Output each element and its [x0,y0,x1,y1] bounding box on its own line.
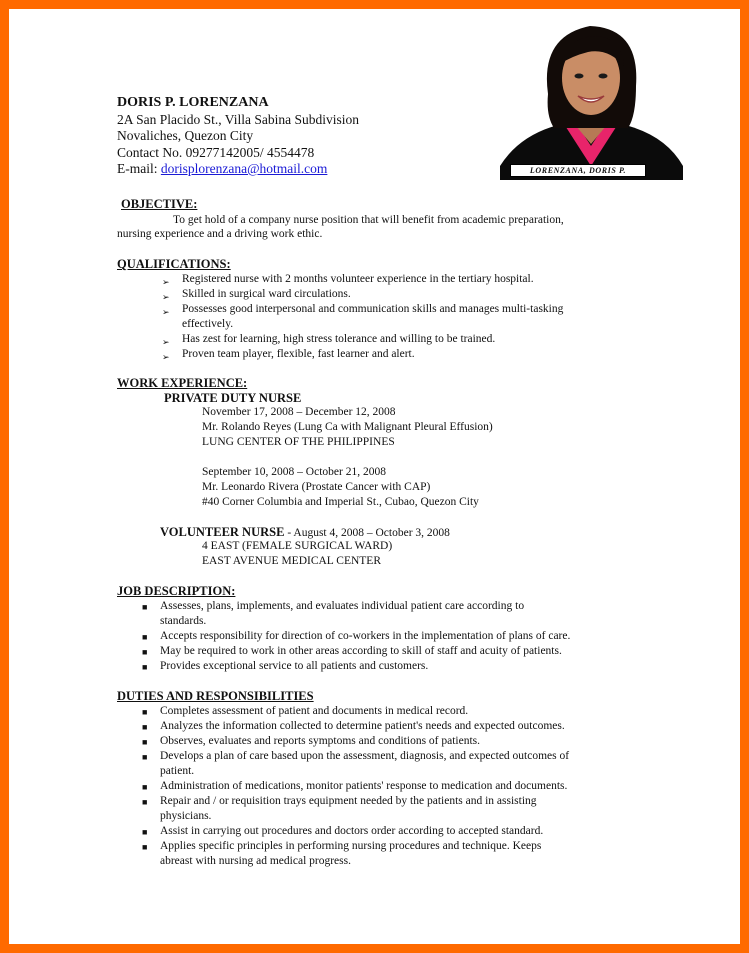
job2-patient: Mr. Leonardo Rivera (Prostate Cancer with CAP) [202,481,431,493]
email-link[interactable]: dorisplorenzana@hotmail.com [160,161,328,176]
square-bullet-icon: ■ [142,662,148,672]
volunteer-hospital: EAST AVENUE MEDICAL CENTER [202,555,381,567]
arrow-bullet-icon: ➢ [162,352,170,362]
duties-heading: DUTIES AND RESPONSIBILITIES [117,689,314,703]
square-bullet-icon: ■ [142,827,148,837]
duty-item: Analyzes the information collected to determine patient's needs and expected outcomes. [160,720,565,732]
arrow-bullet-icon: ➢ [162,307,170,317]
volunteer-title: VOLUNTEER NURSE [160,525,285,539]
square-bullet-icon: ■ [142,707,148,717]
duty-item: Assist in carrying out procedures and doctors order according to accepted standard. [160,825,544,837]
square-bullet-icon: ■ [142,842,148,852]
qualification-item: Possesses good interpersonal and communication skills and manages multi-tasking [182,303,564,315]
volunteer-ward: 4 EAST (FEMALE SURGICAL WARD) [202,540,393,552]
qualifications-heading: QUALIFICATIONS: [117,257,231,271]
duty-item-continued: patient. [160,765,195,777]
resume-page [9,9,740,944]
job-description-item-continued: standards. [160,615,207,627]
portrait-illustration [500,16,683,180]
job1-patient: Mr. Rolando Reyes (Lung Ca with Malignant Pleural Effusion) [202,421,493,433]
job-description-heading: JOB DESCRIPTION: [117,584,236,598]
email-line [117,161,359,178]
applicant-name: DORIS P. LORENZANA [117,95,269,110]
qualification-item: Proven team player, flexible, fast learner and alert. [182,348,415,360]
arrow-bullet-icon: ➢ [162,277,170,287]
volunteer-line [160,525,450,540]
applicant-photo [500,16,683,180]
duty-item: Repair and / or requisition trays equipment needed by the patients and in assisting [160,795,537,807]
arrow-bullet-icon: ➢ [162,292,170,302]
duty-item-continued: physicians. [160,810,212,822]
square-bullet-icon: ■ [142,782,148,792]
duty-item: Administration of medications, monitor patients' response to medication and documents. [160,780,568,792]
photo-caption: LORENZANA, DORIS P. [510,164,646,177]
square-bullet-icon: ■ [142,632,148,642]
job-description-item: Provides exceptional service to all patients and customers. [160,660,429,672]
volunteer-dates: - August 4, 2008 – October 3, 2008 [284,527,450,539]
qualification-item: Registered nurse with 2 months volunteer experience in the tertiary hospital. [182,273,534,285]
square-bullet-icon: ■ [142,647,148,657]
email-label: E-mail: [117,161,161,176]
arrow-bullet-icon: ➢ [162,337,170,347]
objective-line-1: To get hold of a company nurse position that will benefit from academic preparation, [173,214,564,226]
objective-line-2: nursing experience and a driving work ethic. [117,228,323,240]
address-line-2: Novaliches, Quezon City [117,128,254,143]
contact-header [117,95,359,178]
qualification-item: Has zest for learning, high stress tolerance and willing to be trained. [182,333,496,345]
contact-number: Contact No. 09277142005/ 4554478 [117,144,315,160]
duty-item: Applies specific principles in performing nursing procedures and technique. Keeps [160,840,542,852]
objective-heading: OBJECTIVE: [121,197,198,211]
square-bullet-icon: ■ [142,722,148,732]
job2-location: #40 Corner Columbia and Imperial St., Cubao, Quezon City [202,496,479,508]
job-description-item: May be required to work in other areas according to skill of staff and acuity of patients. [160,645,562,657]
square-bullet-icon: ■ [142,752,148,762]
qualification-item-continued: effectively. [182,318,234,330]
qualification-item: Skilled in surgical ward circulations. [182,288,351,300]
square-bullet-icon: ■ [142,737,148,747]
duty-item: Observes, evaluates and reports symptoms and conditions of patients. [160,735,481,747]
work-experience-heading: WORK EXPERIENCE: [117,376,248,390]
square-bullet-icon: ■ [142,602,148,612]
private-duty-title: PRIVATE DUTY NURSE [164,391,302,405]
job-description-item: Assesses, plans, implements, and evaluates individual patient care according to [160,600,525,612]
job-description-item: Accepts responsibility for direction of co-workers in the implementation of plans of care. [160,630,571,642]
square-bullet-icon: ■ [142,797,148,807]
job2-dates: September 10, 2008 – October 21, 2008 [202,466,386,478]
address-line-1: 2A San Placido St., Villa Sabina Subdivision [117,111,359,127]
duty-item: Develops a plan of care based upon the assessment, diagnosis, and expected outcomes of [160,750,570,762]
duty-item-continued: abreast with nursing ad medical progress. [160,855,351,867]
job1-location: LUNG CENTER OF THE PHILIPPINES [202,436,395,448]
duty-item: Completes assessment of patient and documents in medical record. [160,705,469,717]
job1-dates: November 17, 2008 – December 12, 2008 [202,406,396,418]
